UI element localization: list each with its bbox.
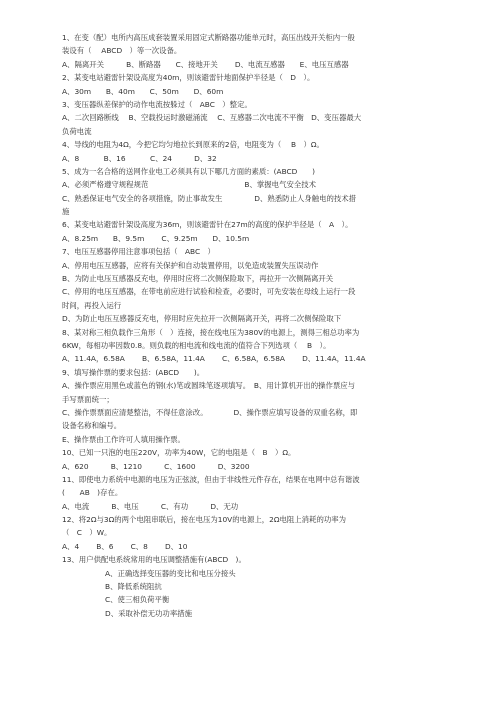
text-line: A、电流 B、电压 C、有功 D、无功	[62, 501, 239, 511]
text-line: A、必须严格遵守规程规范 B、掌握电气安全技术	[62, 180, 317, 190]
text-line: 装设有（ ABCD ）等一次设备。	[62, 46, 182, 56]
text-line: 1、在变（配）电所内高压成套装置采用固定式断路器功能单元时，高压出线开关柜内一般	[62, 33, 355, 42]
document-body	[62, 31, 434, 620]
text-line: 8、某对称三相负载作三角形（ ）连接，接在线电压为380V的电源上，测得三相总功率为	[62, 327, 360, 337]
text-line: （ C ）W。	[62, 528, 112, 538]
text-line: 10、已知一只泡的电压220V，功率为40W，它的电阻是（ B ）Ω。	[62, 448, 296, 458]
text-line: A、11.4A，6.58A B、6.58A，11.4A C、6.58A，6.58A D、11.4A，11.4A	[62, 354, 366, 364]
text-line: A、30m B、40m C、50m D、60m	[62, 86, 224, 96]
text-line: B、为防止电压互感器反充电，停用时应将二次侧保险取下，再拉开一次侧隔离开关	[62, 274, 334, 284]
text-line: C、熟悉保证电气安全的各项措施，防止事故发生 D、熟悉防止人身触电的技术措	[62, 193, 357, 203]
text-line: 设备名称和编号。	[62, 421, 122, 431]
text-line: 2、某变电站避雷针架设高度为40m，则该避雷针地面保护半径是（ D ）。	[62, 73, 315, 83]
text-line: 负荷电流	[62, 126, 92, 136]
text-line: 4、导线的电阻为4Ω，今把它均匀地拉长到原来的2倍，电阻变为（ B ）Ω。	[62, 140, 324, 150]
text-line: 7、电压互感器停用注意事项包括（ ABC ）	[62, 247, 215, 257]
text-line: 时间，再投入运行	[62, 300, 122, 310]
text-line: 9、填写操作票的要求包括：(ABCD )。	[62, 367, 205, 377]
text-line: 13、用户供配电系统常用的电压调整措施有(ABCD )。	[62, 555, 246, 565]
text-line: 6KW，每相功率因数0.8。则负载的相电流和线电流的值符合下列选项（ B ）。	[62, 340, 331, 350]
text-line: E、操作票由工作许可人填用操作票。	[62, 434, 185, 444]
text-line: ( AB )存在。	[62, 488, 123, 498]
text-line: B、降低系统阻抗	[105, 582, 162, 592]
text-line: A、620 B、1210 C、1600 D、3200	[62, 461, 250, 471]
text-line: 6、某变电站避雷针架设高度为36m，则该避雷针在27m的高度的保护半径是（ A ）。	[62, 220, 353, 230]
text-line: A、正确选择变压器的变比和电压分接头	[105, 568, 236, 578]
text-line: C、操作票票面应清楚整洁，不得任意涂改。 D、操作票应填写设备的双重名称，即	[62, 407, 358, 417]
text-line: D、为防止电压互感器反充电，停用时应先拉开一次侧隔离开关，再将二次侧保险取下	[62, 314, 342, 324]
text-line: C、使三相负荷平衡	[105, 595, 170, 605]
text-line: 手写票面统一；	[62, 394, 114, 404]
text-line: 5、成为一名合格的送网作业电工必须具有以下哪几方面的素质：(ABCD )	[62, 166, 316, 176]
text-line: D、采取补偿无功功率措施	[105, 608, 192, 618]
text-line: A、二次回路断线 B、空载投运时激磁涌流 C、互感器二次电流不平衡 D、变压器最大	[62, 113, 362, 123]
text-line: A、8.25m B、9.5m C、9.25m D、10.5m	[62, 233, 250, 243]
text-line: 施	[62, 207, 70, 217]
text-line: 11、即使电力系统中电源的电压为正弦波，但由于非线性元件存在，结果在电网中总有谐波	[62, 474, 360, 484]
text-line: 3、变压器纵差保护的动作电流按躲过（ ABC ）整定。	[62, 99, 252, 109]
text-line: A、操作票应用黑色或蓝色的钢(水)笔或圆珠笔逐项填写。 B、用计算机开出的操作票应与	[62, 381, 356, 391]
text-line: A、4 B、6 C、8 D、10	[62, 541, 188, 551]
text-line: 12、将2Ω与3Ω的两个电阻串联后，接在电压为10V的电源上，2Ω电阻上消耗的功率为	[62, 515, 347, 525]
text-line: A、停用电压互感器，应将有关保护和自动装置停用，以免造成装置失压误动作	[62, 260, 319, 270]
text-line: A、隔离开关 B、断路器 C、接地开关 D、电流互感器 E、电压互感器	[62, 59, 349, 69]
text-line: C、停用的电压互感器，在带电前应进行试验和检查，必要时，可先安装在母线上运行一段	[62, 287, 356, 297]
text-line: A、8 B、16 C、24 D、32	[62, 153, 217, 163]
